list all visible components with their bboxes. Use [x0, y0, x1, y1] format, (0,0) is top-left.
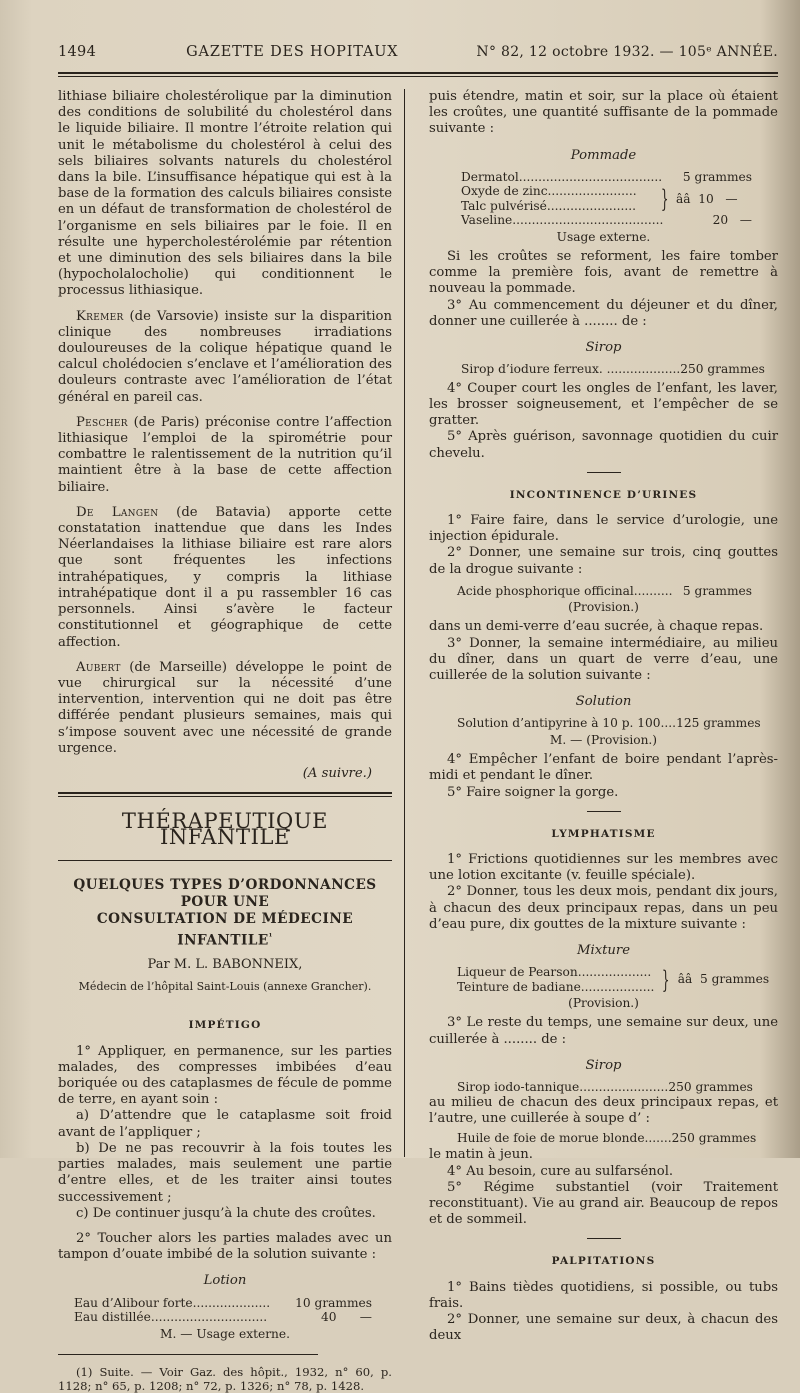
prescription-row	[461, 213, 752, 228]
prescription-signature: Usage externe.	[556, 229, 651, 244]
paragraph: lithiase biliaire cholestérolique par la diminution des conditions de solubilité du cholestérol dans le liquide biliaire. Il montre l’étroite relation qui unit le métabolisme du cholestérol à celui des sels biliaires solvants naturels du cholestérol dans la bile. L’insuffisance hépatique qui est à la base de la formation des calculs biliaires consiste en un défaut de transformation de cholestérol de l’organisme en sels biliaires par le foie. Il en résulte une hypercholestérolémie par rétention et une diminution des sels biliaires dans la bile (hypocholalocholie) qui conditionnent le processus lithiasique.	[58, 89, 392, 299]
prescription-title: Lotion	[203, 1273, 247, 1289]
paragraph: 5° Après guérison, savonnage quotidien du cuir chevelu.	[429, 429, 778, 461]
paragraph: 5° Faire soigner la gorge.	[447, 784, 619, 800]
paragraph: 2° Toucher alors les parties malades avec un tampon d’ouate imbibé de la solution suivante :	[58, 1230, 392, 1263]
prescription-row	[457, 716, 761, 731]
prescription-sirop	[429, 362, 778, 377]
author-name: Aubert	[76, 659, 121, 675]
paragraph: le matin à jeun.	[429, 1147, 533, 1163]
list-item: c) De continuer jusqu’à la chute des croûtes.	[76, 1205, 376, 1221]
paragraph: puis étendre, matin et soir, sur la place où étaient les croûtes, une quantité suffisante de la pommade suivante :	[429, 89, 778, 137]
paragraph	[58, 505, 392, 651]
ingredient-qty: 10 grammes	[295, 1295, 372, 1310]
ingredient-qty: 40 —	[321, 1310, 372, 1325]
prescription-signature: M. — Usage externe.	[160, 1326, 290, 1341]
article-title-line	[58, 911, 392, 950]
prescription-signature: (Provision.)	[568, 996, 639, 1011]
brace-names	[457, 965, 654, 994]
article-title-text: CONSULTATION DE MÉDECINE INFANTILE	[96, 910, 354, 949]
ingredient-qty: 250 grammes	[671, 1130, 757, 1145]
paragraph: dans un demi-verre d’eau sucrée, à chaque repas.	[429, 619, 764, 635]
to-be-continued: (A suivre.)	[302, 765, 372, 781]
ingredient-name: Huile de foie de morue blonde.......	[457, 1130, 672, 1145]
paragraph	[58, 660, 392, 757]
prescription-row	[74, 1296, 372, 1311]
prescription-title: Pommade	[570, 147, 637, 163]
paragraph-text: (de Marseille) développe le point de vue chirurgical sur la nécessité d’une intervention, intervention qui ne doit pas être différée pendant plusieurs semaines, mais qui s’impose souvent avec une nécessité de grande urgence.	[58, 659, 392, 756]
ingredient-qty: 250 grammes	[680, 362, 765, 377]
subheading-palpitations: PALPITATIONS	[551, 1255, 656, 1268]
list-item: b) De ne pas recouvrir à la fois toutes les parties malades, mais seulement une partie d’entre elles, et de les traiter ainsi toutes successivement ;	[58, 1140, 392, 1205]
paragraph: 4° Empêcher l’enfant de boire pendant l’après-midi et pendant le dîner.	[429, 752, 778, 784]
section-rule	[58, 792, 392, 797]
article-title	[58, 877, 392, 950]
ingredient-qty: 125 grammes	[676, 716, 761, 731]
list-item: a) D’attendre que le cataplasme soit froid avant de l’appliquer ;	[58, 1108, 392, 1140]
prescription-row	[461, 362, 765, 377]
author-name: Kremer	[76, 308, 124, 324]
prescription-signature: M. — (Provision.)	[549, 732, 658, 747]
brace-icon: }	[662, 965, 670, 994]
prescription-title: Sirop	[585, 1057, 622, 1073]
ingredient-qty: 5 grammes	[682, 583, 752, 598]
article-title-line: QUELQUES TYPES D’ORDONNANCES	[73, 876, 377, 893]
prescription-acide	[429, 578, 778, 599]
prescription-row	[457, 1130, 757, 1146]
header-rule	[58, 72, 778, 77]
prescription-row	[457, 584, 752, 599]
affiliation: Médecin de l’hôpital Saint-Louis (annexe Grancher).	[78, 980, 372, 994]
ingredient-qty: 20 —	[712, 213, 752, 228]
running-header	[58, 44, 778, 62]
prescription-solution	[429, 716, 778, 731]
divider	[587, 472, 621, 473]
ingredient-name: Liqueur de Pearson...................	[457, 965, 652, 980]
prescription-title: Solution	[575, 694, 632, 710]
prescription-mixture	[429, 965, 778, 994]
paragraph: 2° Donner, une semaine sur deux, à chacun des deux	[429, 1312, 778, 1344]
paragraph: 5° Régime substantiel (voir Traitement reconstituant). Vie au grand air. Beaucoup de repos et de sommeil.	[429, 1179, 778, 1228]
author-name: Pescher	[76, 414, 128, 430]
footnote-marker: ¹	[268, 930, 273, 941]
prescription-huile	[429, 1127, 778, 1148]
prescription-row	[74, 1310, 372, 1325]
paragraph: 3° Donner, la semaine intermédiaire, au milieu du dîner, dans un quart de verre d’eau, une cuillerée de la solution suivante :	[429, 635, 778, 684]
paragraph	[58, 309, 392, 406]
brace-icon: }	[660, 184, 669, 213]
brace-names	[461, 184, 653, 213]
left-column	[58, 89, 404, 1393]
two-column-body	[58, 89, 778, 1393]
byline: Par M. L. BABONNEIX,	[147, 957, 303, 973]
prescription-title: Mixture	[576, 943, 631, 959]
paragraph: 1° Appliquer, en permanence, sur les parties malades, des compresses imbibées d’eau boriquée ou des cataplasmes de fécule de pomme de terre, en ayant soin :	[58, 1043, 392, 1108]
ingredient-name: Vaseline.......................................	[461, 213, 664, 228]
journal-title: GAZETTE DES HOPITAUX	[186, 44, 399, 60]
page-number: 1494	[58, 44, 97, 60]
subheading-impetigo: IMPÉTIGO	[188, 1019, 262, 1032]
paragraph: Si les croûtes se reforment, les faire tomber comme la première fois, avant de remettre à nouveau la pommade.	[429, 249, 778, 297]
ingredient-name: Solution d’antipyrine à 10 p. 100....	[457, 716, 677, 731]
ingredient-qty: ââ 10 —	[676, 191, 738, 206]
paragraph: 1° Frictions quotidiennes sur les membres avec une lotion excitante (v. feuille spéciale).	[429, 852, 778, 884]
paragraph: 3° Le reste du temps, une semaine sur deux, une cuillerée à ........ de :	[429, 1015, 778, 1047]
ingredient-name: Oxyde de zinc.......................	[461, 184, 637, 199]
paragraph: 1° Faire faire, dans le service d’urologie, une injection épidurale.	[429, 512, 778, 545]
footnote: (1) Suite. — Voir Gaz. des hôpit., 1932, n° 60, p. 1128; n° 65, p. 1208; n° 72, p. 1326; n° 78, p. 1428.	[58, 1364, 392, 1393]
paragraph: au milieu de chacun des deux principaux repas, et l’autre, une cuillerée à soupe d’ :	[429, 1094, 778, 1126]
divider	[587, 1238, 621, 1239]
paragraph: 2° Donner, une semaine sur trois, cinq gouttes de la drogue suivante :	[429, 545, 778, 577]
ingredient-qty: 250 grammes	[668, 1080, 753, 1095]
ingredient-name: Eau d’Alibour forte....................	[74, 1295, 271, 1310]
ingredient-name: Acide phosphorique officinal..........	[457, 583, 673, 598]
prescription-sirop-iodo	[429, 1080, 778, 1095]
paragraph: 3° Au commencement du déjeuner et du dîner, donner une cuillerée à ........ de :	[429, 297, 778, 329]
prescription-row	[461, 170, 752, 185]
prescription-brace-group	[461, 184, 752, 213]
section-underline	[58, 860, 392, 861]
ingredient-qty: 5 grammes	[682, 169, 752, 184]
prescription-pommade	[429, 170, 778, 228]
prescription-signature: (Provision.)	[568, 600, 639, 615]
paragraph: 1° Bains tièdes quotidiens, si possible, ou tubs frais.	[429, 1279, 778, 1311]
paragraph-text: (de Batavia) apporte cette constatation inattendue que dans les Indes Néerlandaises la lithiase biliaire est rare alors que sont fréquentes les infections intrahépatiques, y compris la lithiase intrahépatique dont il a pu rassembler 16 cas personnels. Ainsi s’avère le facteur constitutionnel et géographique de cette affection.	[58, 504, 392, 650]
divider	[587, 811, 621, 812]
article-title-line: POUR UNE	[180, 893, 270, 910]
subheading-incontinence: INCONTINENCE D’URINES	[509, 488, 698, 501]
author-name: De Langen	[76, 504, 159, 520]
paragraph: 4° Au besoin, cure au sulfarsénol.	[447, 1163, 674, 1179]
ingredient-qty: ââ 5 grammes	[677, 972, 770, 987]
ingredient-name: Talc pulvérisé.......................	[461, 198, 636, 213]
footnote-rule	[58, 1354, 318, 1355]
paragraph	[58, 415, 392, 496]
right-column	[404, 89, 778, 1344]
ingredient-name: Sirop d’iodure ferreux. ...................	[461, 362, 681, 377]
ingredient-name: Eau distillée..............................	[74, 1310, 268, 1325]
paragraph: 2° Donner, tous les deux mois, pendant dix jours, à chacun des deux principaux repas, dans un peu d’eau pure, dix gouttes de la mixture suivante :	[429, 884, 778, 932]
prescription-row	[457, 1080, 752, 1095]
paragraph-text: (de Paris) préconise contre l’affection lithiasique l’emploi de la spirométrie pour combattre le ralentissement de la nutrition qu’il maintient être à la base de cette affection biliaire.	[58, 414, 392, 495]
prescription-title: Sirop	[585, 340, 622, 356]
section-title: THÉRAPEUTIQUE INFANTILE	[121, 809, 329, 850]
ingredient-name: Teinture de badiane...................	[457, 979, 655, 994]
paragraph-text: (de Varsovie) insiste sur la disparition clinique des nombreuses irradiations douloureuses de la colique hépatique quand le calcul cholédocien s’enclave et l’amélioration des douleurs contraste avec l’amélioration de l’état général en pareil cas.	[58, 308, 392, 405]
ingredient-name: Sirop iodo-tannique.......................	[457, 1080, 669, 1095]
prescription-brace-group	[457, 965, 770, 994]
subheading-lymphatisme: LYMPHATISME	[551, 827, 656, 840]
issue-info: N° 82, 12 octobre 1932. — 105ᵉ ANNÉE.	[476, 44, 778, 60]
ingredient-name: Dermatol.....................................	[461, 169, 663, 184]
paragraph: 4° Couper court les ongles de l’enfant, les laver, les brosser soigneusement, et l’empêcher de se gratter.	[429, 380, 778, 429]
prescription-lotion	[58, 1296, 392, 1325]
